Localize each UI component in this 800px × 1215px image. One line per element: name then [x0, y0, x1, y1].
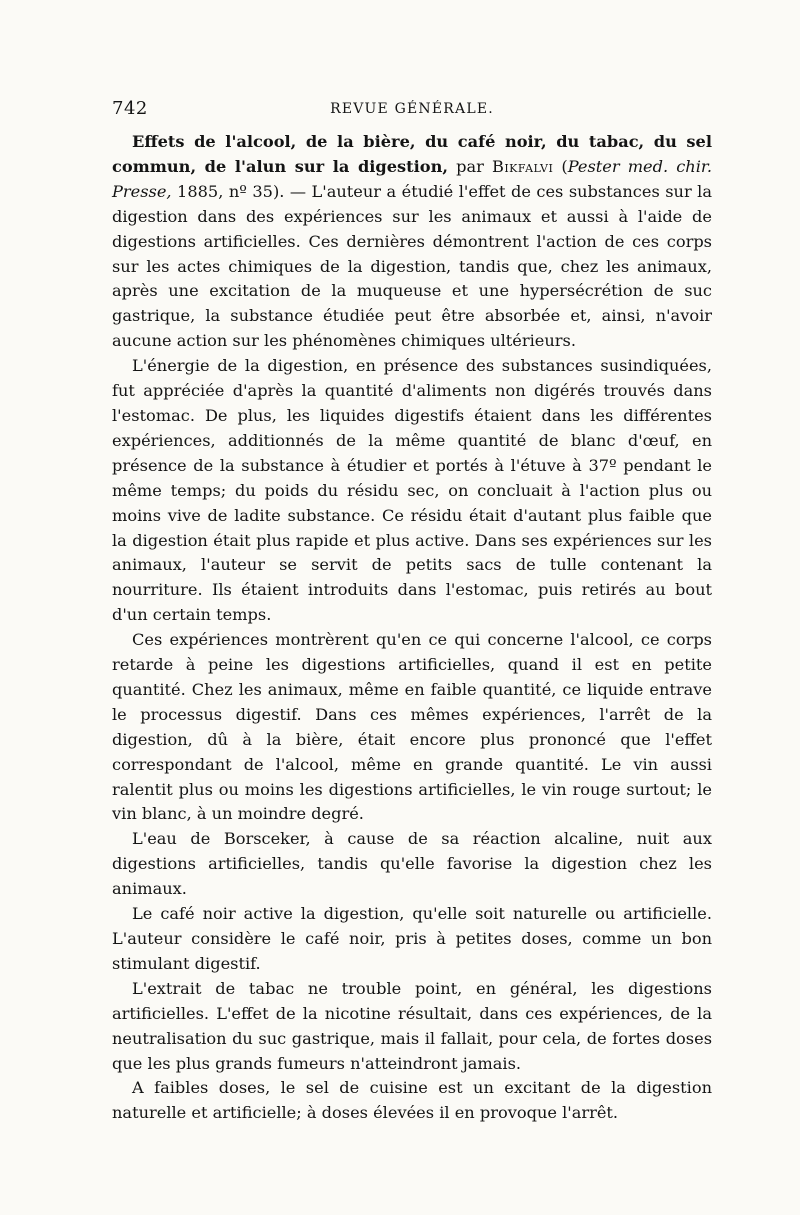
article-body — [112, 130, 712, 1126]
citation-source: Pester med. chir. Presse, — [112, 156, 713, 201]
paragraph-coffee: Le café noir active la digestion, qu'elle soit naturelle ou artificielle. L'auteur considère le café noir, pris à petites doses, comme un bon stimulant digestif. — [112, 904, 712, 973]
paragraph-alcohol: Ces expériences montrèrent qu'en ce qui concerne l'alcool, ce corps retarde à peine les digestions artificielles, quand il est en petite quantité. Chez les animaux, même en faible quantité, ce liquide entrave le processus digestif. Dans ces mêmes expériences, l'arrêt de la digestion, dû à la bière, était encore plus prononcé que l'effet correspondant de l'alcool, même en grande quantité. Le vin aussi ralentit plus ou moins les digestions artificielles, le vin rouge surtout; le vin blanc, à un moindre degré. — [112, 630, 712, 824]
paragraph-salt: A faibles doses, le sel de cuisine est un excitant de la digestion naturelle et artificielle; à doses élevées il en provoque l'arrêt. — [112, 1078, 712, 1123]
citation-open: ( — [553, 156, 568, 176]
author-prefix: par — [447, 156, 492, 176]
author-name: Bikfalvi — [491, 156, 554, 176]
article-lead-paragraph — [112, 130, 712, 354]
journal-title: REVUE GÉNÉRALE. — [330, 101, 494, 117]
running-head — [112, 96, 712, 124]
lead-text: 1885, nº 35). — L'auteur a étudié l'effet de ces substances sur la digestion dans des expériences sur les animaux et aussi à l'aide de digestions artificielles. Ces dernières démontrent l'action de ces corps sur les actes chimiques de la digestion, tandis que, chez les animaux, après une excitation de la muqueuse et une hypersécrétion de suc gastrique, la substance étudiée peut être absorbée et, ainsi, n'avoir aucune action sur les phénomènes chimiques ultérieurs. — [112, 181, 712, 351]
page-number: 742 — [112, 98, 148, 119]
paragraph-tobacco: L'extrait de tabac ne trouble point, en général, les digestions artificielles. L'effet de la nicotine résultait, dans ces expériences, de la neutralisation du suc gastrique, mais il fallait, pour cela, de fortes doses que les plus grands fumeurs n'atteindront jamais. — [112, 978, 712, 1073]
article-title: Effets de l'alcool, de la bière, du café noir, du tabac, du sel commun, de l'alun sur la digestion, — [112, 132, 712, 176]
paragraph-method: L'énergie de la digestion, en présence des substances susindiquées, fut appréciée d'après la quantité d'aliments non digérés trouvés dans l'estomac. De plus, les liquides digestifs étaient dans les différentes expériences, additionnés de la même quantité de blanc d'œuf, en présence de la substance à étudier et portés à l'étuve à 37º pendant le même temps; du poids du résidu sec, on concluait à l'action plus ou moins vive de ladite substance. Ce résidu était d'autant plus faible que la digestion était plus rapide et plus active. Dans ses expériences sur les animaux, l'auteur se servit de petits sacs de tulle contenant la nourriture. Ils étaient introduits dans l'estomac, puis retirés au bout d'un certain temps. — [112, 356, 712, 625]
paragraph-borsceker: L'eau de Borsceker, à cause de sa réaction alcaline, nuit aux digestions artificielles, tandis qu'elle favorise la digestion chez les animaux. — [112, 829, 712, 899]
